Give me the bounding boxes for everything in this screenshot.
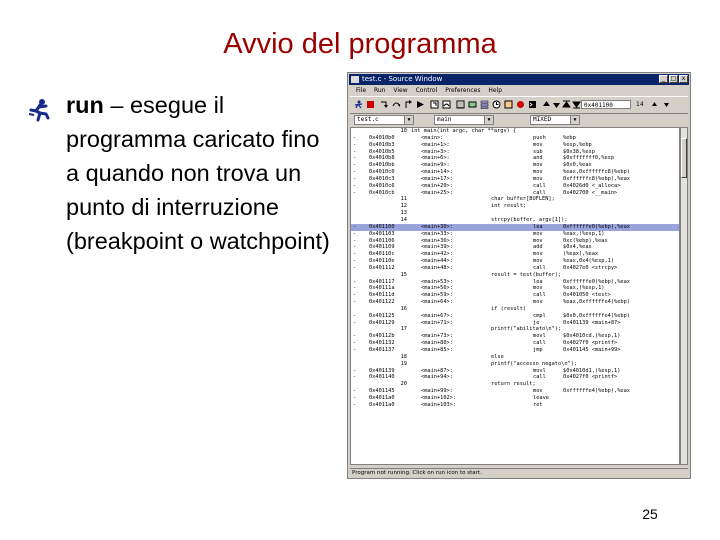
instruction-address: 0x401122: [369, 299, 395, 306]
file-select-value: test.c: [357, 116, 379, 123]
line-marker: -: [353, 148, 357, 155]
instruction-operands: 0x402700 <__main>: [563, 189, 618, 196]
toolbar: [350, 96, 688, 114]
instruction-location: <main+17>:: [421, 175, 453, 182]
line-marker: -: [353, 155, 357, 162]
code-line[interactable]: [351, 135, 679, 142]
minimize-button[interactable]: _: [659, 75, 668, 83]
line-marker: -: [353, 162, 357, 169]
source-text: printf("accesso negato\n");: [491, 360, 578, 367]
line-marker: -: [353, 230, 357, 237]
instruction-opcode: mov: [533, 162, 543, 169]
source-text: char buffer[BUFLEN];: [491, 196, 555, 203]
line-number: 15: [400, 271, 407, 278]
menu-control[interactable]: Control: [415, 87, 438, 94]
source-text: int main(int argc, char **argv) {: [411, 128, 517, 134]
menu-preferences[interactable]: Preferences: [445, 87, 481, 94]
zoom-level: 14: [636, 101, 644, 108]
instruction-operands: $0x4010cd,(%esp,1): [563, 333, 621, 340]
instruction-address: 0x401125: [369, 312, 395, 319]
line-marker: -: [353, 340, 357, 347]
instruction-address: 0x401100: [369, 223, 395, 230]
registers-icon[interactable]: [456, 100, 465, 109]
instruction-address: 0x401129: [369, 319, 395, 326]
code-line[interactable]: [351, 285, 679, 292]
line-marker: -: [353, 223, 357, 230]
instruction-address: 0x401145: [369, 388, 395, 395]
address-field[interactable]: 0x401100: [581, 100, 631, 109]
instruction-address: 0x4010c0: [369, 169, 395, 176]
line-marker: -: [353, 264, 357, 271]
instruction-address: 0x40111d: [369, 292, 395, 299]
scroll-up-icon[interactable]: [650, 100, 659, 109]
code-line[interactable]: [351, 149, 679, 156]
code-line[interactable]: [351, 395, 679, 402]
instruction-address: 0x4011a0: [369, 394, 395, 401]
code-line[interactable]: [351, 190, 679, 197]
instruction-address: 0x401139: [369, 367, 395, 374]
slide-title: Avvio del programma: [223, 28, 497, 60]
instruction-address: 0x4010b0: [369, 134, 395, 141]
code-line[interactable]: [351, 251, 679, 258]
instruction-operands: $0x4,%eax: [563, 244, 592, 251]
vertical-scrollbar[interactable]: [680, 127, 688, 465]
scroll-down-icon[interactable]: [662, 100, 671, 109]
down-icon[interactable]: [552, 100, 561, 109]
file-select[interactable]: [354, 115, 414, 125]
instruction-operands: 0x4027f0 <printf>: [563, 340, 618, 347]
line-marker: -: [353, 292, 357, 299]
line-marker: -: [353, 237, 357, 244]
instruction-location: <main+48>:: [421, 264, 453, 271]
code-line[interactable]: [351, 217, 679, 224]
line-number: 11: [400, 196, 407, 203]
line-marker: -: [353, 251, 357, 258]
line-marker: -: [353, 388, 357, 395]
instruction-operands: 0x401139 <main+87>: [563, 319, 621, 326]
window-title: test.c - Source Window: [362, 75, 443, 83]
instruction-opcode: call: [533, 182, 546, 189]
instruction-opcode: movl: [533, 367, 546, 374]
instruction-address: 0x4010c6: [369, 182, 395, 189]
menu-run[interactable]: Run: [373, 87, 386, 94]
instruction-opcode: mov: [533, 388, 543, 395]
run-icon[interactable]: [354, 100, 363, 109]
selector-bar: [350, 114, 688, 126]
line-marker: -: [353, 278, 357, 285]
instruction-opcode: mov: [533, 230, 543, 237]
step-icon[interactable]: [380, 100, 389, 109]
instruction-address: 0x401137: [369, 347, 395, 353]
stack-icon[interactable]: [480, 100, 489, 109]
instruction-address: 0x401117: [369, 278, 395, 285]
stepi-icon[interactable]: [430, 100, 439, 109]
instruction-opcode: mov: [533, 258, 543, 265]
instruction-opcode: call: [533, 292, 546, 299]
code-line[interactable]: [351, 210, 679, 217]
instruction-opcode: lea: [533, 223, 543, 230]
code-line[interactable]: [351, 354, 679, 361]
instruction-opcode: je: [533, 319, 540, 326]
instruction-location: <main+53>:: [421, 278, 453, 285]
bullet-keyword: run: [66, 92, 104, 118]
line-number: 14: [400, 216, 407, 223]
instruction-operands: %eax,(%esp,1): [563, 230, 605, 237]
line-marker: -: [353, 169, 357, 176]
instruction-opcode: mov: [533, 285, 543, 292]
line-marker: -: [353, 134, 357, 141]
line-marker: -: [353, 285, 357, 292]
code-line[interactable]: [351, 142, 679, 149]
top-icon[interactable]: [562, 100, 571, 109]
instruction-operands: $0x38,%esp: [563, 148, 595, 155]
source-text: if (result): [491, 305, 527, 312]
instruction-operands: $0x4010d1,(%esp,1): [563, 367, 621, 374]
instruction-operands: 0xffffffe4(%ebp),%eax: [563, 388, 630, 395]
nexti-icon[interactable]: [442, 100, 451, 109]
instruction-address: 0x40112b: [369, 333, 395, 340]
source-window: [347, 72, 691, 479]
bullet-text: [66, 88, 334, 258]
instruction-location: <main+33>:: [421, 230, 453, 237]
code-line[interactable]: [351, 258, 679, 265]
line-number: 18: [400, 353, 407, 360]
instruction-opcode: call: [533, 189, 546, 196]
line-marker: -: [353, 347, 357, 353]
instruction-location: <main+14>:: [421, 169, 453, 176]
instruction-address: 0x4010c3: [369, 175, 395, 182]
instruction-address: 0x40111a: [369, 285, 395, 292]
code-line[interactable]: [351, 313, 679, 320]
line-number: 16: [400, 305, 407, 312]
instruction-opcode: jmp: [533, 347, 543, 353]
line-marker: -: [353, 394, 357, 401]
source-text: int result;: [491, 203, 527, 210]
instruction-location: <main+80>:: [421, 340, 453, 347]
app-icon: [351, 76, 359, 83]
instruction-opcode: mov: [533, 299, 543, 306]
instruction-opcode: mov: [533, 169, 543, 176]
instruction-operands: 0x4027f0 <printf>: [563, 374, 618, 381]
instruction-operands: (%eax),%eax: [563, 251, 599, 258]
instruction-operands: 0x4027e0 <strcpy>: [563, 264, 618, 271]
code-line[interactable]: [351, 238, 679, 245]
line-number: 12: [400, 203, 407, 210]
line-marker: -: [353, 175, 357, 182]
function-select-value: main: [437, 116, 452, 123]
instruction-address: 0x401140: [369, 374, 395, 381]
instruction-opcode: cmpl: [533, 312, 546, 319]
line-number: 19: [400, 360, 407, 367]
menubar: [350, 86, 688, 95]
instruction-address: 0x401103: [369, 230, 395, 237]
menu-help[interactable]: Help: [488, 87, 503, 94]
line-marker: -: [353, 299, 357, 306]
code-line[interactable]: [351, 333, 679, 340]
instruction-location: <main+39>:: [421, 244, 453, 251]
function-select[interactable]: [434, 115, 494, 125]
instruction-operands: 0x401050 <test>: [563, 292, 611, 299]
code-line[interactable]: [351, 162, 679, 169]
instruction-location: <main+1>:: [421, 141, 450, 148]
instruction-opcode: mov: [533, 237, 543, 244]
maximize-button[interactable]: □: [670, 75, 677, 82]
instruction-operands: %eax,0xffffffc8(%ebp): [563, 169, 630, 176]
instruction-operands: $0xfffffff0,%esp: [563, 155, 615, 162]
instruction-location: <main+103>:: [421, 401, 457, 408]
instruction-location: <main+67>:: [421, 312, 453, 319]
line-number: 20: [400, 381, 407, 388]
instruction-operands: %eax,(%esp,1): [563, 285, 605, 292]
source-text: strcpy(buffer, argv[1]);: [491, 216, 568, 223]
line-marker: -: [353, 401, 357, 408]
line-marker: -: [353, 258, 357, 265]
instruction-location: <main+44>:: [421, 258, 453, 265]
code-line[interactable]: [351, 155, 679, 162]
line-marker: -: [353, 333, 357, 340]
instruction-location: <main+42>:: [421, 251, 453, 258]
instruction-opcode: leave: [533, 394, 549, 401]
scrollbar-thumb[interactable]: [681, 138, 687, 178]
menu-file[interactable]: File: [356, 87, 367, 94]
code-line[interactable]: [351, 306, 679, 313]
chevron-down-icon: ▼: [404, 116, 413, 124]
instruction-location: <main+99>:: [421, 388, 453, 395]
code-line[interactable]: [351, 374, 679, 381]
stop-icon[interactable]: [366, 100, 375, 109]
code-line[interactable]: [351, 244, 679, 251]
watch-icon[interactable]: [492, 100, 501, 109]
source-text: printf("abilitato\n");: [491, 326, 562, 333]
window-titlebar: [349, 74, 689, 85]
instruction-operands: 0xffffffc8(%ebp),%eax: [563, 175, 630, 182]
instruction-opcode: mov: [533, 141, 543, 148]
instruction-location: <main+6>:: [421, 155, 450, 162]
line-marker: -: [353, 182, 357, 189]
instruction-operands: $0x0,0xffffffe4(%ebp): [563, 312, 630, 319]
instruction-operands: 0xffffffe0(%ebp),%eax: [563, 278, 630, 285]
code-line[interactable]: [351, 196, 679, 203]
mode-select-value: MIXED: [533, 116, 552, 123]
line-marker: -: [353, 244, 357, 251]
instruction-operands: %eax,0x4(%esp,1): [563, 258, 615, 265]
code-line[interactable]: [351, 347, 679, 354]
line-marker: -: [353, 374, 357, 381]
code-line[interactable]: [351, 169, 679, 176]
instruction-opcode: call: [533, 264, 546, 271]
bullet-description: – esegue il programma caricato fino a quando non trova un punto di interruzione (breakpoint o watchpoint): [66, 92, 330, 254]
instruction-opcode: ret: [533, 401, 543, 408]
instruction-opcode: push: [533, 134, 546, 141]
instruction-opcode: add: [533, 244, 543, 251]
locals-icon[interactable]: [504, 100, 513, 109]
instruction-operands: %eax,0xffffffe4(%ebp): [563, 299, 630, 306]
console-icon[interactable]: [528, 100, 537, 109]
instruction-operands: %ebp: [563, 134, 576, 141]
mode-select[interactable]: [530, 115, 580, 125]
next-icon[interactable]: [392, 100, 401, 109]
instruction-operands: %esp,%ebp: [563, 141, 592, 148]
line-marker: -: [353, 141, 357, 148]
line-number: 10: [400, 128, 407, 134]
instruction-location: <main+64>:: [421, 299, 453, 306]
running-man-icon: [26, 98, 52, 122]
instruction-location: <main+56>:: [421, 285, 453, 292]
source-text: result = test(buffer);: [491, 271, 562, 278]
source-text: else: [491, 353, 504, 360]
instruction-operands: $0x0,%eax: [563, 162, 592, 169]
instruction-operands: 0xc(%ebp),%eax: [563, 237, 608, 244]
code-line[interactable]: [351, 326, 679, 333]
line-number: 17: [400, 326, 407, 333]
instruction-opcode: mov: [533, 175, 543, 182]
code-line[interactable]: [351, 381, 679, 388]
instruction-location: <main>:: [421, 134, 444, 141]
code-line[interactable]: [351, 340, 679, 347]
instruction-location: <main+3>:: [421, 148, 450, 155]
menu-view[interactable]: View: [393, 87, 408, 94]
instruction-address: 0x401106: [369, 237, 395, 244]
instruction-address: 0x4011a0: [369, 401, 395, 408]
continue-icon[interactable]: [416, 100, 425, 109]
status-bar: Program not running. Click on run icon to start.: [350, 468, 688, 478]
bottom-icon[interactable]: [572, 100, 581, 109]
code-line[interactable]: [351, 176, 679, 183]
instruction-location: <main+20>:: [421, 182, 453, 189]
instruction-location: <main+30>:: [421, 223, 453, 230]
instruction-location: <main+9>:: [421, 162, 450, 169]
instruction-address: 0x4010bb: [369, 162, 395, 169]
instruction-opcode: lea: [533, 278, 543, 285]
instruction-location: <main+36>:: [421, 237, 453, 244]
instruction-location: <main+94>:: [421, 374, 453, 381]
instruction-location: <main+59>:: [421, 292, 453, 299]
line-marker: -: [353, 312, 357, 319]
code-line[interactable]: [351, 368, 679, 375]
code-line[interactable]: [351, 402, 679, 409]
instruction-location: <main+102>:: [421, 394, 457, 401]
instruction-location: <main+85>:: [421, 347, 453, 353]
code-line[interactable]: [351, 388, 679, 395]
chevron-down-icon: ▼: [484, 116, 493, 124]
instruction-address: 0x4010b8: [369, 155, 395, 162]
page-number: 25: [642, 506, 658, 522]
source-text: return result;: [491, 381, 536, 388]
code-line[interactable]: [351, 279, 679, 286]
code-line[interactable]: [351, 231, 679, 238]
code-line[interactable]: [351, 265, 679, 272]
code-line[interactable]: [351, 292, 679, 299]
instruction-operands: 0xffffffe0(%ebp),%eax: [563, 223, 630, 230]
instruction-opcode: call: [533, 374, 546, 381]
instruction-address: 0x401109: [369, 244, 395, 251]
instruction-opcode: mov: [533, 251, 543, 258]
instruction-opcode: call: [533, 340, 546, 347]
instruction-address: 0x4010cb: [369, 189, 395, 196]
code-line[interactable]: [351, 320, 679, 327]
instruction-location: <main+87>:: [421, 367, 453, 374]
close-button[interactable]: x: [679, 75, 688, 83]
instruction-opcode: sub: [533, 148, 543, 155]
code-line[interactable]: [351, 183, 679, 190]
source-code-view[interactable]: [350, 127, 680, 465]
instruction-address: 0x4010b3: [369, 141, 395, 148]
instruction-opcode: movl: [533, 333, 546, 340]
instruction-location: <main+71>:: [421, 319, 453, 326]
instruction-location: <main+25>:: [421, 189, 453, 196]
instruction-operands: 0x4026d0 <_alloca>: [563, 182, 621, 189]
code-line[interactable]: [351, 203, 679, 210]
memory-icon[interactable]: [468, 100, 477, 109]
code-line[interactable]: [351, 299, 679, 306]
code-line[interactable]: [351, 128, 679, 135]
chevron-down-icon: ▼: [570, 116, 579, 124]
breakpoints-icon[interactable]: [516, 100, 525, 109]
line-marker: -: [353, 319, 357, 326]
line-number: 13: [400, 210, 407, 217]
current-line[interactable]: [351, 224, 679, 231]
instruction-location: <main+73>:: [421, 333, 453, 340]
finish-icon[interactable]: [404, 100, 413, 109]
code-line[interactable]: [351, 272, 679, 279]
instruction-address: 0x40110c: [369, 251, 395, 258]
instruction-address: 0x4010b5: [369, 148, 395, 155]
instruction-opcode: and: [533, 155, 543, 162]
instruction-address: 0x401112: [369, 264, 395, 271]
up-icon[interactable]: [542, 100, 551, 109]
instruction-address: 0x40110e: [369, 258, 395, 265]
code-line[interactable]: [351, 361, 679, 368]
instruction-operands: 0x401145 <main+99>: [563, 347, 621, 353]
instruction-address: 0x401132: [369, 340, 395, 347]
line-marker: -: [353, 367, 357, 374]
line-marker: -: [353, 189, 357, 196]
